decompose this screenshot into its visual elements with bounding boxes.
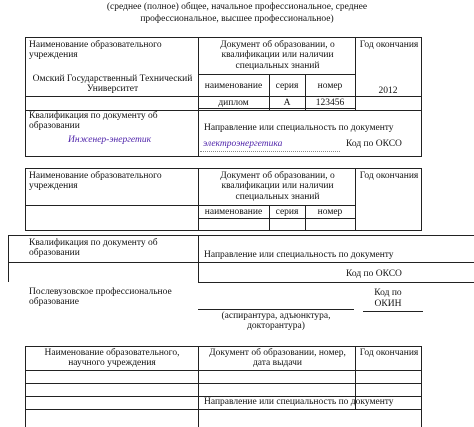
sub-number-header: номер — [317, 81, 343, 91]
header-line-1: (среднее (полное) общее, начальное профессиональное, среднее — [106, 2, 368, 12]
qualification-value: Инженер-энергетик — [68, 135, 152, 145]
col-document-header-4: Документ об образовании, номер, дата выдачи — [209, 348, 346, 369]
col-year-header-2: Год окончания — [359, 171, 419, 181]
sub-name-header: наименование — [204, 81, 263, 91]
qualification-label-3: Квалификация по документу об образовании — [29, 238, 158, 259]
col-institution-header-4: Наименование образовательного, научного учреждения — [44, 348, 180, 369]
doc-number-value: 123456 — [315, 98, 345, 108]
sub-name-header-2: наименование — [204, 207, 263, 217]
institution-value: Омский Государственный Технический Университет — [32, 74, 193, 95]
okso-label-3: Код по ОКСО — [346, 269, 402, 279]
sub-series-header-2: серия — [275, 207, 299, 217]
qualification-label: Квалификация по документу об образовании — [29, 111, 158, 132]
okin-code-label: Код по — [374, 288, 402, 298]
direction-label-3: Направление или специальность по документу — [204, 250, 394, 260]
header-line-2: профессиональное, высшее профессиональное) — [140, 14, 334, 24]
col-year-header: Год окончания — [359, 40, 419, 50]
doc-name-value: диплом — [218, 98, 249, 108]
col-institution-header-2: Наименование образовательного учреждения — [29, 171, 162, 192]
col-year-header-4: Год окончания — [359, 348, 419, 358]
year-value: 2012 — [378, 86, 398, 96]
postgrad-note: (аспирантура, адъюнктура, докторантура) — [221, 311, 331, 332]
postgrad-label: Послевузовское профессиональное образование — [29, 287, 172, 308]
col-institution-header: Наименование образовательного учреждения — [29, 40, 162, 61]
direction-value: электроэнергетика — [203, 139, 283, 149]
okin-label: ОКИН — [374, 299, 402, 309]
sub-series-header: серия — [275, 81, 299, 91]
col-document-header-2: Документ об образовании, о квалификации или наличии специальных знаний — [220, 171, 335, 202]
sub-number-header-2: номер — [317, 207, 343, 217]
doc-series-value: А — [283, 98, 291, 108]
col-document-header: Документ об образовании, о квалификации или наличии специальных знаний — [220, 40, 335, 71]
direction-label-4: Направление или специальность по документу — [204, 397, 394, 407]
okso-label: Код по ОКСО — [346, 139, 402, 149]
direction-label: Направление или специальность по документу — [204, 123, 394, 133]
